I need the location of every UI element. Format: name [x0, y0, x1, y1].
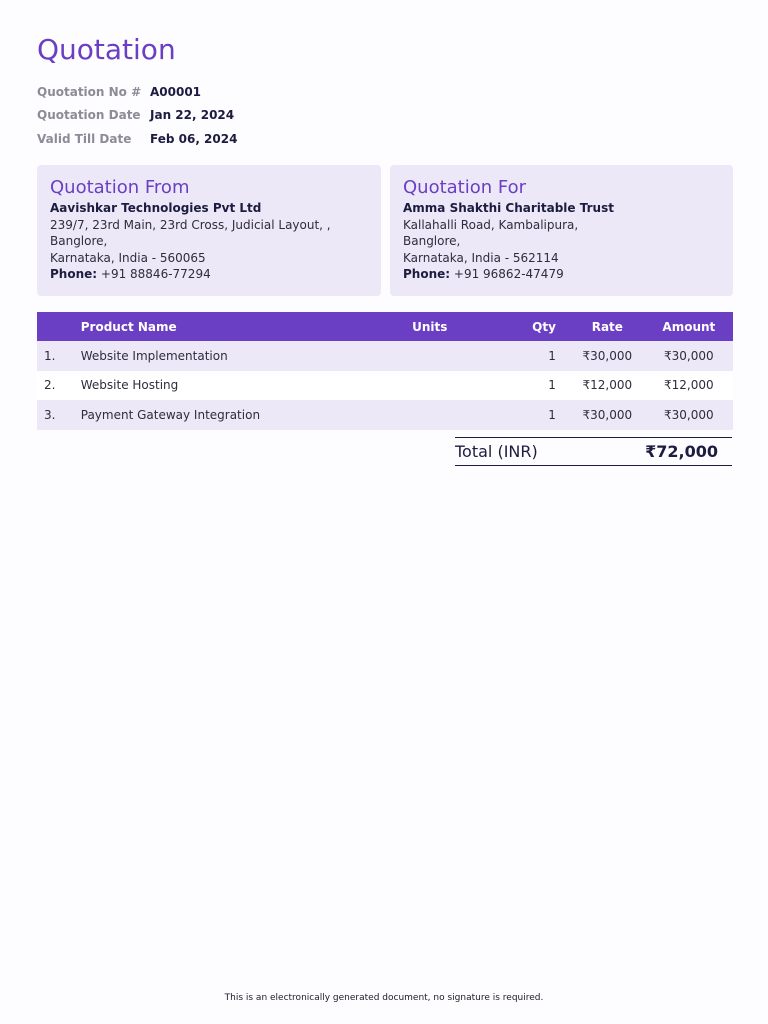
valid-till-date: Feb 06, 2024 — [150, 131, 238, 146]
page-title: Quotation — [37, 33, 176, 66]
qty: 1 — [548, 407, 556, 422]
line-items-table — [37, 312, 733, 430]
rate: ₹12,000 — [582, 378, 633, 393]
company-name: Aavishkar Technologies Pvt Ltd — [50, 201, 262, 215]
phone-label: Phone: — [403, 267, 451, 281]
table-row — [37, 371, 733, 401]
footer-note: This is an electronically generated document, no signature is required. — [224, 993, 544, 1003]
units — [412, 371, 480, 401]
row-index: 2. — [44, 378, 56, 393]
meta-row-valid-till — [37, 127, 237, 151]
units — [412, 341, 480, 371]
header-qty: Qty — [532, 319, 556, 334]
address-line: Kallahalli Road, Kambalipura, — [403, 217, 579, 232]
phone-line — [50, 266, 368, 283]
table-row — [37, 400, 733, 430]
total-amount: ₹72,000 — [645, 442, 718, 461]
address-line: Karnataka, India - 562114 — [403, 250, 559, 265]
phone-number: +91 88846-77294 — [100, 267, 211, 281]
product-name: Payment Gateway Integration — [80, 407, 261, 422]
product-name: Website Implementation — [80, 348, 228, 363]
amount: ₹30,000 — [664, 407, 714, 422]
address-line: 239/7, 23rd Main, 23rd Cross, Judicial Layout, , — [50, 217, 331, 232]
row-index: 3. — [44, 407, 56, 422]
rate: ₹30,000 — [582, 348, 633, 363]
header-index — [37, 312, 81, 341]
address-line: Karnataka, India - 560065 — [50, 250, 206, 265]
phone-number: +91 96862-47479 — [453, 267, 564, 281]
meta-row-number — [37, 80, 237, 104]
header-amount: Amount — [662, 319, 716, 334]
qty: 1 — [548, 348, 556, 363]
qty: 1 — [548, 378, 556, 393]
header-rate: Rate — [591, 319, 623, 334]
meta-label: Quotation No # — [37, 84, 142, 99]
quotation-number: A00001 — [150, 84, 202, 99]
rate: ₹30,000 — [582, 407, 633, 422]
product-name: Website Hosting — [80, 378, 179, 393]
amount: ₹30,000 — [664, 348, 714, 363]
card-title: Quotation For — [403, 177, 527, 198]
header-units: Units — [412, 319, 448, 334]
row-index: 1. — [44, 348, 56, 363]
address-line: Banglore, — [403, 234, 461, 248]
header-product-name: Product Name — [80, 319, 177, 334]
quotation-for-card — [390, 165, 733, 296]
meta-label: Valid Till Date — [37, 131, 132, 146]
total-label: Total (INR) — [455, 442, 538, 461]
card-title: Quotation From — [50, 177, 190, 198]
units — [412, 400, 480, 430]
meta-row-date — [37, 104, 237, 128]
total-row — [455, 437, 732, 466]
phone-line — [403, 266, 720, 283]
quotation-from-card — [37, 165, 381, 296]
table-header-row — [37, 312, 733, 341]
address-line: Banglore, — [50, 234, 108, 248]
client-name: Amma Shakthi Charitable Trust — [403, 201, 614, 215]
table-row — [37, 341, 733, 371]
quotation-meta — [37, 80, 237, 151]
amount: ₹12,000 — [664, 378, 714, 393]
meta-label: Quotation Date — [37, 108, 141, 123]
phone-label: Phone: — [50, 267, 98, 281]
quotation-date: Jan 22, 2024 — [150, 108, 235, 123]
